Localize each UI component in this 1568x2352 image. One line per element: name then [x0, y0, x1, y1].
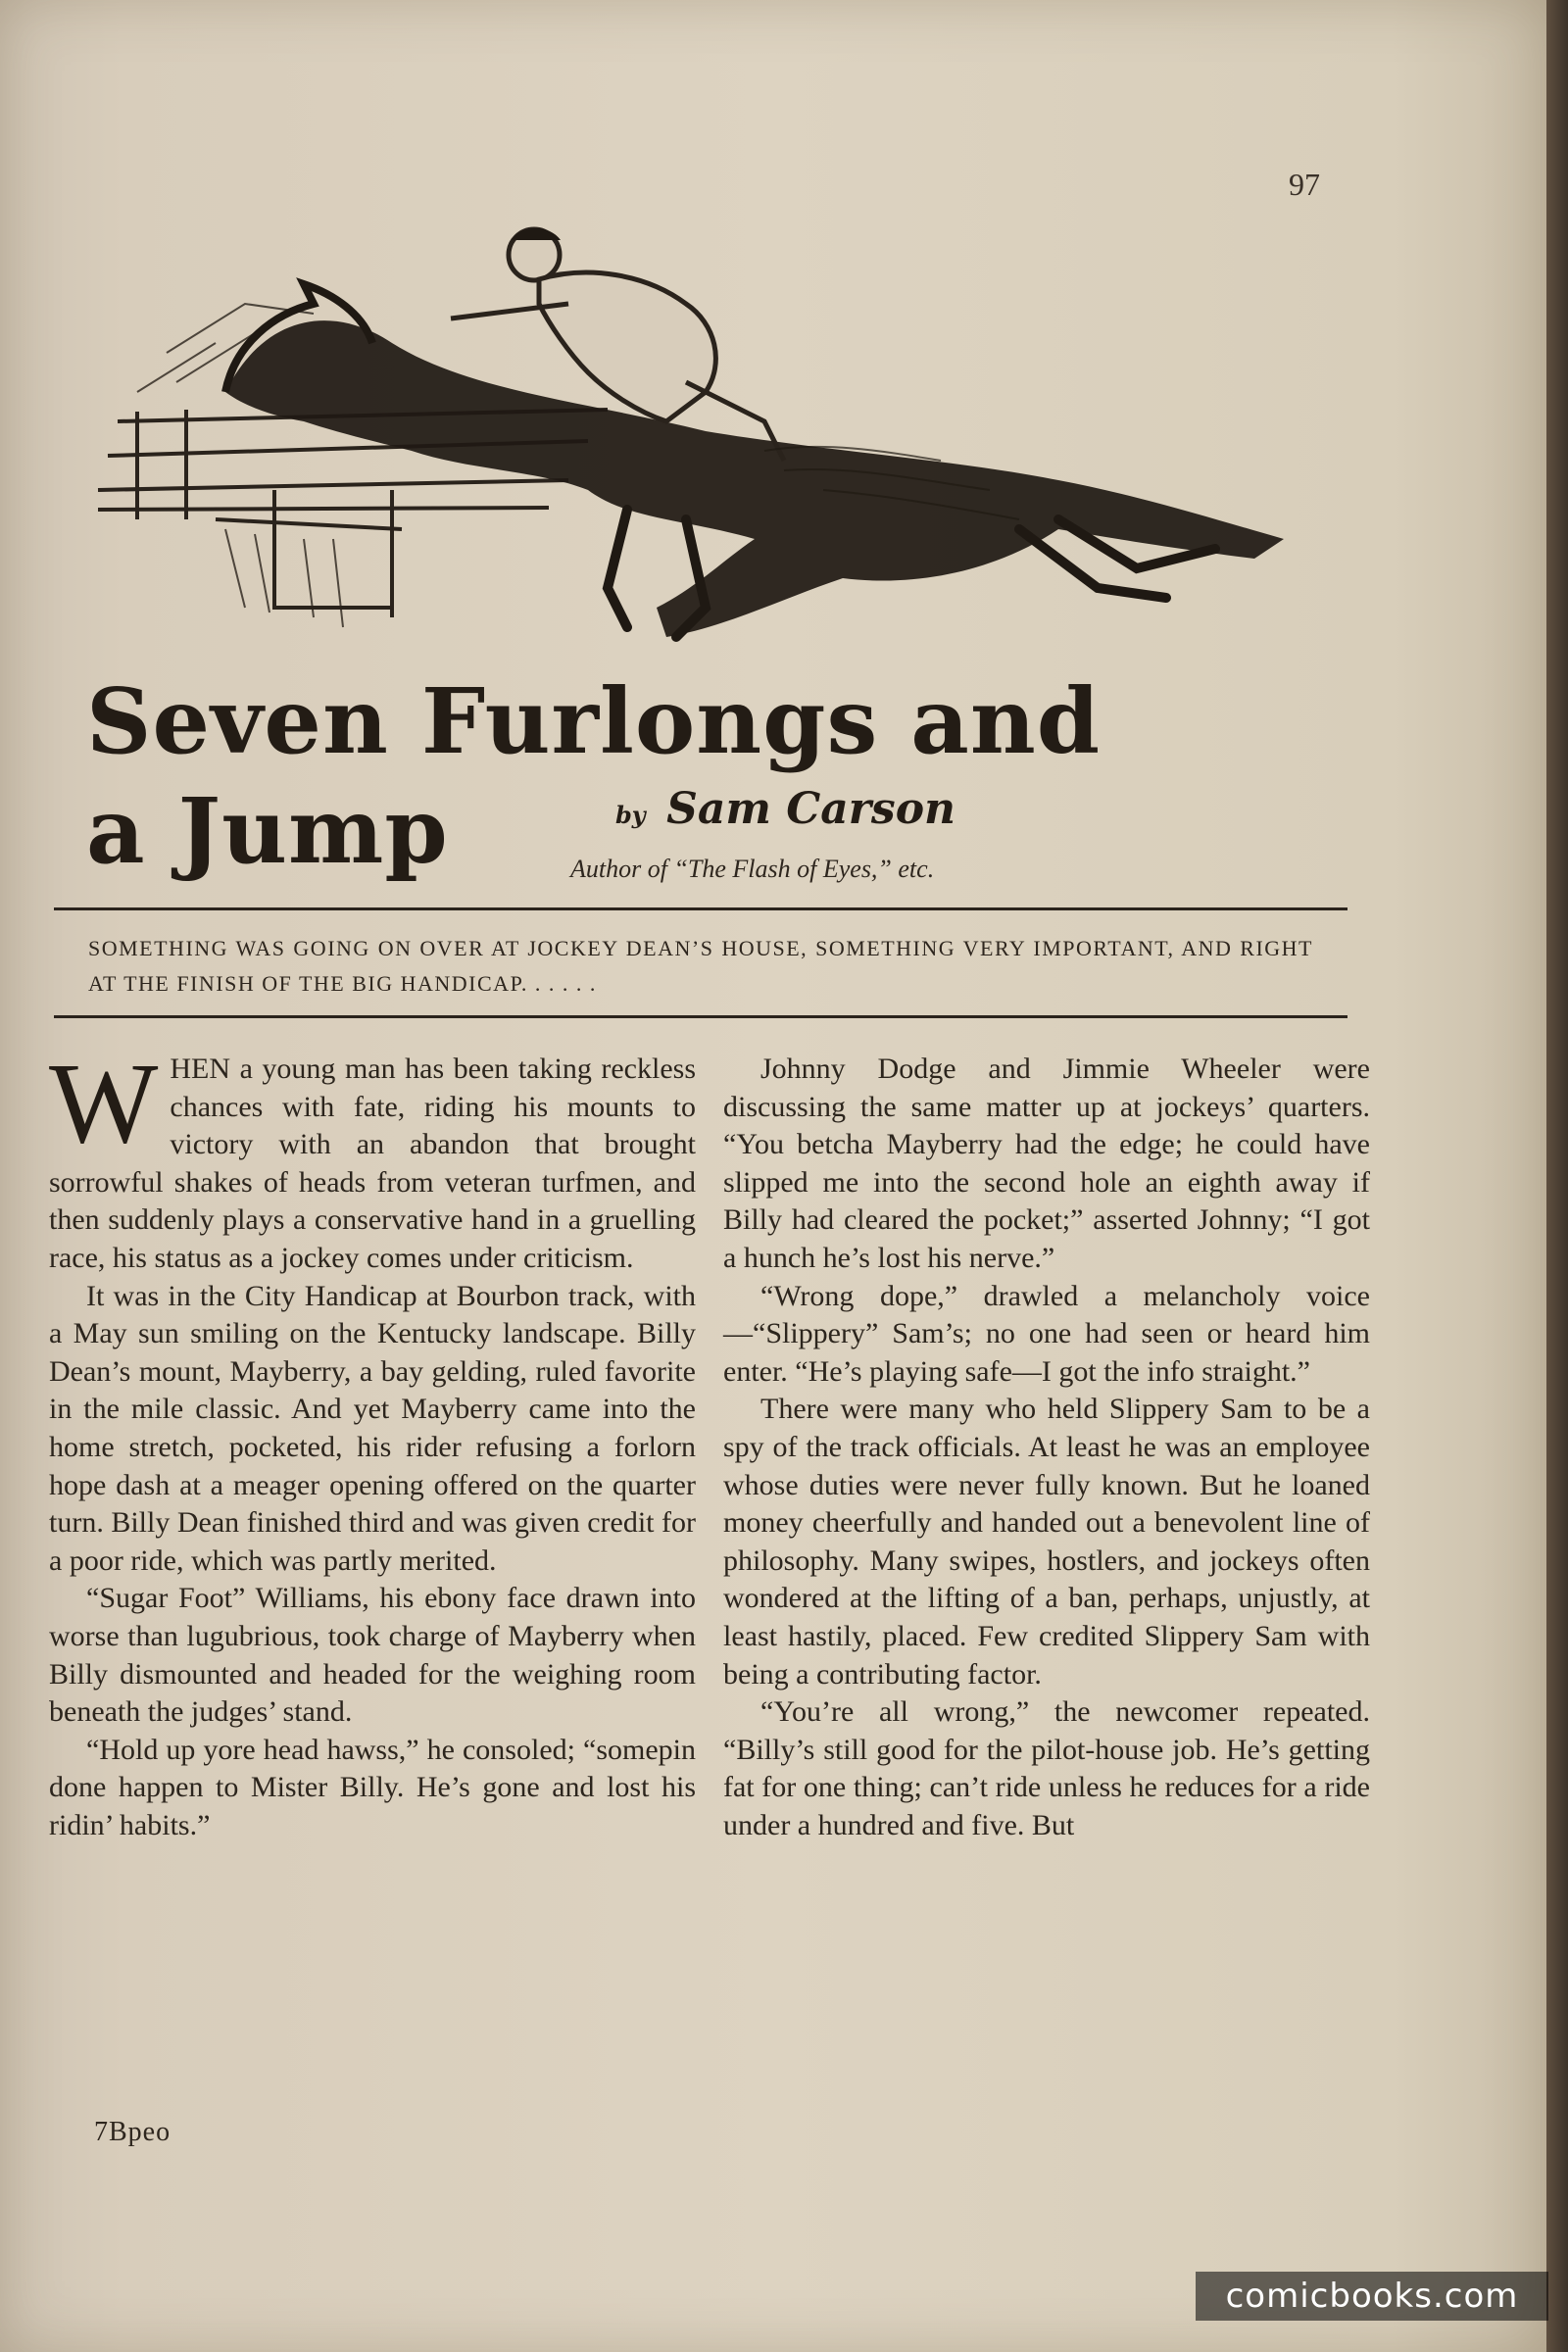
article-blurb: SOMETHING WAS GOING ON OVER AT JOCKEY DEAN’S HOUSE, SOMETHING VERY IMPORTANT, AND RIGHT AT THE FINISH OF THE BIG HANDICAP. . . . . .: [88, 936, 1313, 996]
paragraph: “You’re all wrong,” the newcomer repeated. “Billy’s still good for the pilot-house job. He’s getting fat for one thing; can’t ride unless he reduces for a ride under a hundred and five. But: [723, 1695, 1370, 1841]
paragraph: “Wrong dope,” drawled a melancholy voice—“Slippery” Sam’s; no one had seen or heard him enter. “He’s playing safe—I got the info straight.”: [723, 1279, 1370, 1388]
author-name: Sam Carson: [666, 784, 956, 834]
title-line-2: a Jump: [86, 778, 449, 884]
racehorse-jockey-jump-icon: [78, 196, 1352, 647]
divider-bottom: [54, 1015, 1348, 1018]
author-note: Author of “The Flash of Eyes,” etc.: [570, 855, 935, 883]
signature-mark: 7Bpeo: [94, 2117, 172, 2147]
book-spine: [1546, 0, 1568, 2352]
byline-prefix: by: [615, 801, 646, 829]
paragraph: There were many who held Slippery Sam to be a spy of the track officials. At least he was an employee whose duties were never fully known. But he loaned money cheerfully and handed out a benevolent line of philosophy. Many swipes, hostlers, and jockeys often wondered at the lifting of a ban, perhaps, unjustly, at least hastily, placed. Few credited Slippery Sam with being a contributing factor.: [723, 1393, 1370, 1690]
page-number: 97: [1289, 167, 1320, 202]
right-column: [723, 1051, 1370, 1844]
drop-cap: W: [49, 1039, 159, 1167]
paragraph: Johnny Dodge and Jimmie Wheeler were discussing the same matter up at jockeys’ quarters. “You betcha Mayberry had the edge; he could have slipped me into the second hole an eighth away if Billy had cleared the pocket;” asserted Johnny; “I got a hunch he’s lost his nerve.”: [723, 1053, 1370, 1274]
title-line-1: Seven Furlongs and: [86, 668, 1102, 774]
byline: [615, 784, 956, 834]
article-title: [86, 666, 1360, 886]
paragraph: “Sugar Foot” Williams, his ebony face drawn into worse than lugubrious, took charge of Mayberry when Billy dismounted and headed for the weighing room beneath the judges’ stand.: [49, 1582, 696, 1729]
left-column: [49, 1039, 696, 1844]
watermark: comicbooks.com: [1196, 2272, 1548, 2321]
paragraph: “Hold up yore head hawss,” he consoled; “somepin done happen to Mister Billy. He’s gone and lost his ridin’ habits.”: [49, 1733, 696, 1841]
paragraph: WHEN a young man has been taking reckless chances with fate, riding his mounts to victory with an abandon that brought sorrowful shakes of heads from veteran turfmen, and then suddenly plays a conservative hand in a gruelling race, his status as a jockey comes under criticism.: [49, 1039, 696, 1274]
divider-top: [54, 907, 1348, 910]
paragraph: It was in the City Handicap at Bourbon track, with a May sun smiling on the Kentucky landscape. Billy Dean’s mount, Mayberry, a bay gelding, ruled favorite in the mile classic. And yet Mayberry came into the home stretch, pocketed, his rider refusing a forlorn hope dash at a meager opening offered on the quarter turn. Billy Dean finished third and was given credit for a poor ride, which was partly merited.: [49, 1279, 696, 1577]
